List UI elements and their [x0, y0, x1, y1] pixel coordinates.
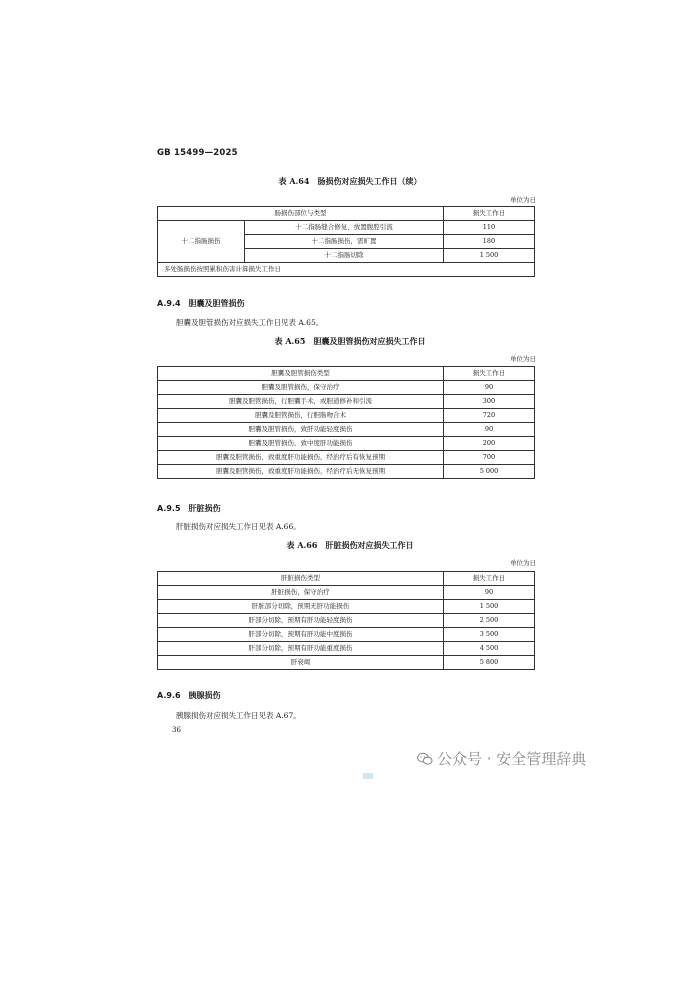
table-cell: 肝脏损伤，保守治疗	[158, 586, 444, 600]
table-cell: 肝部分切除，预期有肝功能中度损伤	[158, 628, 444, 642]
table-row	[158, 600, 535, 614]
table-64	[157, 206, 535, 277]
table-cell: 胆囊及胆管损伤，致中度肝功能损伤	[158, 437, 444, 451]
table-row	[158, 586, 535, 600]
table-cell: 胆囊及胆管损伤，行胆囊手术，或胆道修补和引流	[158, 395, 444, 409]
table-64-title: 表 A.64 肠损伤对应损失工作日（续）	[278, 176, 422, 186]
table-row	[158, 465, 535, 479]
table-row	[158, 642, 535, 656]
table-cell: 720	[444, 409, 535, 423]
table-cell: 200	[444, 437, 535, 451]
scan-mark	[363, 773, 373, 779]
watermark	[417, 748, 586, 769]
table-cell: 4 500	[444, 642, 535, 656]
table-64-unit: 单位为日	[510, 196, 536, 204]
column-header-days: 损失工作日	[444, 367, 535, 381]
table-cell: 700	[444, 451, 535, 465]
section-paragraph-a94: 胆囊及胆管损伤对应损失工作日见表 A.65。	[176, 318, 324, 327]
table-row	[158, 628, 535, 642]
section-heading-a96: A.9.6 胰腺损伤	[157, 691, 221, 700]
table-row	[158, 409, 535, 423]
table-note: 多处肠损伤按照累积伤害计算损失工作日	[158, 263, 535, 277]
table-row	[158, 395, 535, 409]
table-66-title: 表 A.66 肝脏损伤对应损失工作日	[286, 540, 414, 550]
table-header-row	[158, 207, 535, 221]
page-number: 36	[172, 726, 181, 734]
table-cell: 90	[444, 423, 535, 437]
standard-number: GB 15499—2025	[157, 148, 238, 158]
table-cell: 胆囊及胆管损伤，行胆肠吻合术	[158, 409, 444, 423]
table-cell: 十二指肠缝合修复、放置腹腔引流	[245, 221, 444, 235]
table-note-row	[158, 263, 535, 277]
table-cell: 180	[444, 235, 535, 249]
table-cell: 胆囊及胆管损伤，致重度肝功能损伤，经治疗后有恢复预期	[158, 451, 444, 465]
table-cell: 5 000	[444, 465, 535, 479]
table-row	[158, 381, 535, 395]
column-header-days: 损失工作日	[444, 572, 535, 586]
section-paragraph-a95: 肝脏损伤对应损失工作日见表 A.66。	[176, 522, 301, 531]
table-cell: 1 500	[444, 600, 535, 614]
table-cell: 110	[444, 221, 535, 235]
table-65-title: 表 A.65 胆囊及胆管损伤对应损失工作日	[274, 336, 426, 346]
table-cell: 5 800	[444, 656, 535, 670]
table-66	[157, 571, 535, 670]
section-heading-a94: A.9.4 胆囊及胆管损伤	[157, 299, 245, 308]
table-cell: 2 500	[444, 614, 535, 628]
wechat-icon	[417, 752, 433, 766]
table-cell: 90	[444, 586, 535, 600]
table-cell: 肝脏部分切除，预期无肝功能损伤	[158, 600, 444, 614]
column-header-type: 肠损伤部位与类型	[158, 207, 444, 221]
column-header-type: 肝脏损伤类型	[158, 572, 444, 586]
table-cell: 3 500	[444, 628, 535, 642]
table-row	[158, 221, 535, 235]
table-cell: 肝衰竭	[158, 656, 444, 670]
table-row	[158, 656, 535, 670]
table-65	[157, 366, 535, 479]
table-row	[158, 437, 535, 451]
section-paragraph-a96: 胰腺损伤对应损失工作日见表 A.67。	[176, 711, 301, 720]
table-cell: 90	[444, 381, 535, 395]
table-cell: 胆囊及胆管损伤，致重度肝功能损伤，经治疗后无恢复预期	[158, 465, 444, 479]
table-66-unit: 单位为日	[510, 559, 536, 567]
table-header-row	[158, 572, 535, 586]
table-row	[158, 423, 535, 437]
table-cell: 胆囊及胆管损伤，保守治疗	[158, 381, 444, 395]
table-cell: 1 500	[444, 249, 535, 263]
table-header-row	[158, 367, 535, 381]
table-cell: 肝部分切除，预期有肝功能轻度损伤	[158, 614, 444, 628]
table-65-unit: 单位为日	[510, 355, 536, 363]
table-cell: 300	[444, 395, 535, 409]
table-row	[158, 451, 535, 465]
table-cell: 肝部分切除，预期有肝功能重度损伤	[158, 642, 444, 656]
watermark-text: 公众号 · 安全管理辞典	[437, 750, 587, 768]
column-header-days: 损失工作日	[444, 207, 535, 221]
table-cell: 十二指肠损伤，需旷置	[245, 235, 444, 249]
table-row	[158, 614, 535, 628]
section-heading-a95: A.9.5 肝脏损伤	[157, 504, 221, 513]
table-cell: 十二指肠切除	[245, 249, 444, 263]
table-cell: 胆囊及胆管损伤，致肝功能轻度损伤	[158, 423, 444, 437]
row-group-label: 十二指肠损伤	[158, 221, 245, 263]
column-header-type: 胆囊及胆管损伤类型	[158, 367, 444, 381]
